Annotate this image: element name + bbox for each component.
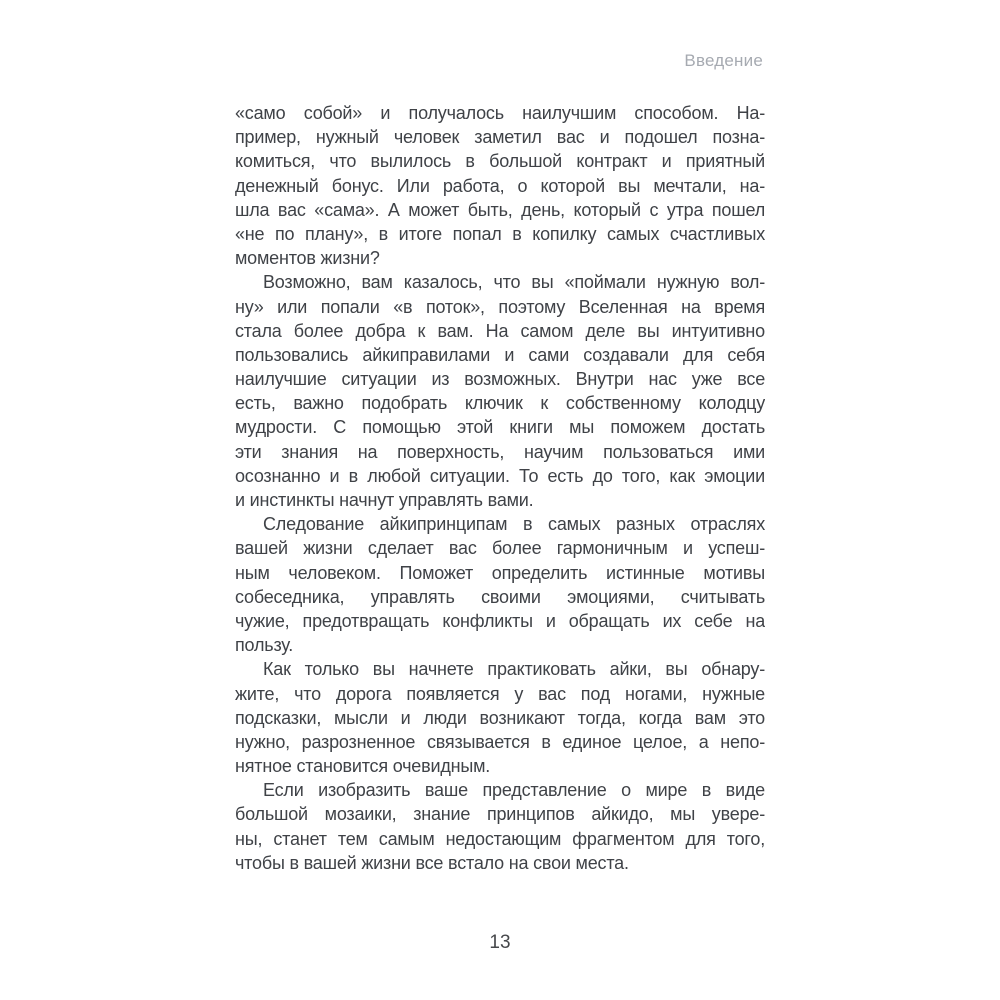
text-line: Возможно, вам казалось, что вы «поймали нужную вол-: [263, 272, 765, 293]
paragraph: [235, 778, 765, 875]
text-line: осознанно и в любой ситуации. То есть до того, как эмоции: [235, 465, 765, 486]
text-line: «не по плану», в итоге попал в копилку самых счастливых: [235, 223, 765, 244]
text-line: ну» или попали «в поток», поэтому Вселенная на время: [235, 296, 765, 317]
text-line: есть, важно подобрать ключик к собственному колодцу: [235, 393, 765, 414]
paragraph: [235, 101, 765, 270]
text-line: и инстинкты начнут управлять вами.: [235, 490, 534, 510]
text-line: подсказки, мысли и люди возникают тогда, когда вам это: [235, 707, 765, 728]
text-line: жите, что дорога появляется у вас под ногами, нужные: [235, 683, 765, 704]
text-line: нужно, разрозненное связывается в единое целое, а непо-: [235, 731, 765, 752]
body-text: [235, 101, 765, 875]
text-line: пример, нужный человек заметил вас и подошел позна-: [235, 127, 765, 148]
text-line: собеседника, управлять своими эмоциями, считывать: [235, 586, 765, 607]
text-line: пользу.: [235, 635, 294, 656]
text-line: наилучшие ситуации из возможных. Внутри нас уже все: [235, 369, 765, 390]
text-line: «само собой» и получалось наилучшим способом. На-: [235, 103, 765, 123]
paragraph: [235, 270, 765, 512]
text-line: шла вас «сама». А может быть, день, который с утра пошел: [235, 199, 765, 220]
text-line: чужие, предотвращать конфликты и обращать их себе на: [235, 610, 765, 631]
text-line: пользовались айкиправилами и сами создавали для себя: [235, 344, 765, 365]
page-number: 13: [489, 932, 511, 953]
text-line: большой мозаики, знание принципов айкидо, мы увере-: [235, 804, 765, 825]
text-line: Как только вы начнете практиковать айки, вы обнару-: [263, 659, 765, 680]
paragraph: [235, 512, 765, 657]
text-line: стала более добра к вам. На самом деле вы интуитивно: [235, 320, 765, 341]
text-line: комиться, что вылилось в большой контракт и приятный: [235, 151, 765, 172]
text-line: эти знания на поверхность, научим пользоваться ими: [235, 441, 765, 462]
text-line: Следование айкипринципам в самых разных отраслях: [263, 514, 765, 535]
running-head: Введение: [684, 51, 763, 70]
text-line: чтобы в вашей жизни все встало на свои места.: [235, 852, 629, 873]
text-line: денежный бонус. Или работа, о которой вы мечтали, на-: [235, 175, 765, 196]
text-line: Если изобразить ваше представление о мире в виде: [263, 780, 765, 801]
text-line: ны, станет тем самым недостающим фрагментом для того,: [235, 828, 765, 849]
paragraph: [235, 657, 765, 778]
text-line: нятное становится очевидным.: [235, 756, 491, 777]
text-line: моментов жизни?: [235, 248, 380, 269]
text-line: мудрости. С помощью этой книги мы поможем достать: [235, 417, 765, 438]
text-line: вашей жизни сделает вас более гармоничным и успеш-: [235, 538, 765, 559]
text-line: ным человеком. Поможет определить истинные мотивы: [235, 562, 765, 583]
